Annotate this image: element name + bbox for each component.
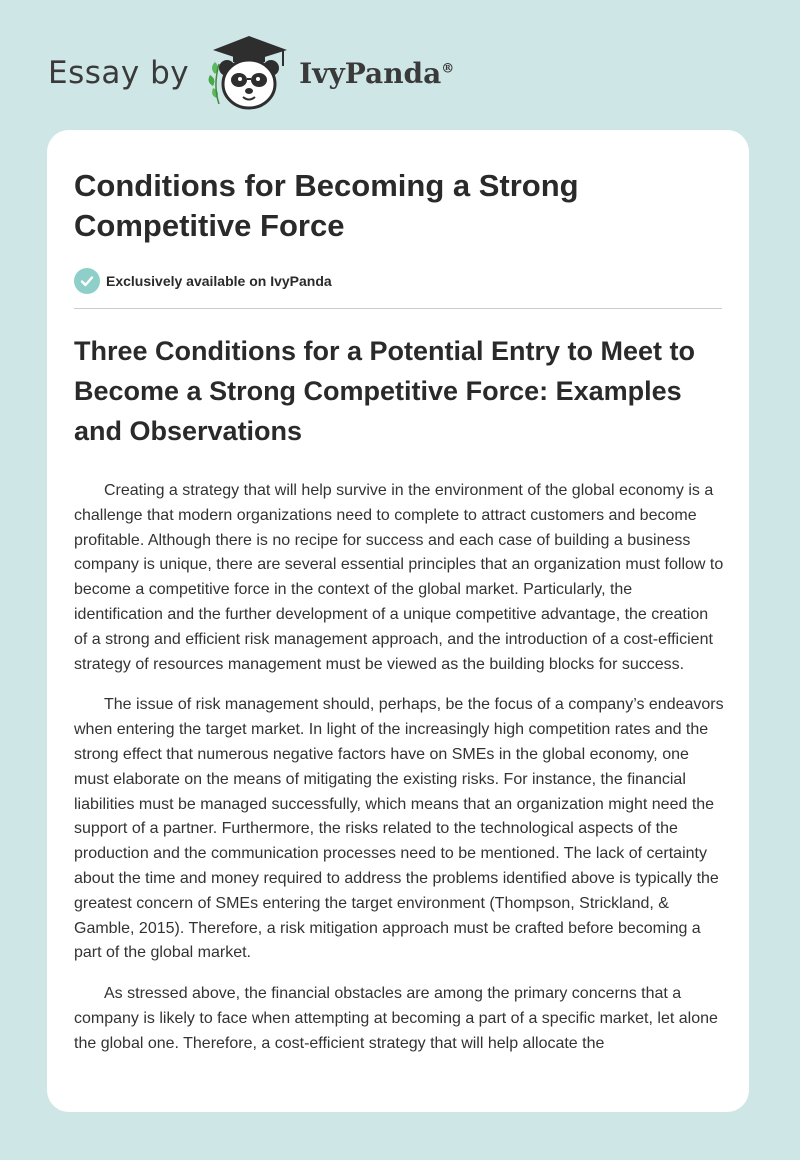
- page-title: Conditions for Becoming a Strong Competitive Force: [74, 168, 579, 243]
- panda-logo-icon[interactable]: [203, 34, 295, 112]
- checkmark-icon: [74, 268, 100, 294]
- exclusive-label: Exclusively available on IvyPanda: [106, 273, 332, 289]
- paragraph: Creating a strategy that will help survive in the environment of the global economy is a challenge that modern organizations need to complete to attract customers and become profitable. Although there is no recipe for success and each case of building a business company is unique, there are several essential principles that an organization must follow to become a competitive force in the context of the global market. Particularly, the identification and the further development of a unique competitive advantage, the creation of a strong and efficient risk management approach, and the introduction of a cost-efficient strategy of resources management must be viewed as the building blocks for success.: [74, 482, 724, 673]
- brand-prefix: Essay by: [48, 55, 190, 91]
- brand-header: [48, 34, 454, 112]
- brand-name: IvyPanda®: [299, 56, 455, 90]
- registered-mark: ®: [441, 61, 455, 77]
- exclusive-badge: [74, 268, 722, 294]
- paragraph: As stressed above, the financial obstacles are among the primary concerns that a company is likely to face when attempting at becoming a part of a specific market, let alone the global one. Therefore, a cost-efficient strategy that will help allocate the: [74, 985, 718, 1052]
- paragraph: The issue of risk management should, perhaps, be the focus of a company’s endeavors when entering the target market. In light of the increasingly high competition rates and the strong effect that numerous negative factors have on SMEs in the global economy, one must elaborate on the means of mitigating the existing risks. For instance, the financial liabilities must be managed successfully, which means that an organization might need the support of a partner. Furthermore, the risks related to the technological aspects of the production and the communication processes need to be mentioned. The lack of certainty about the time and money required to address the problems identified above is typically the greatest concern of SMEs entering the target environment (Thompson, Strickland, & Gamble, 2015). Therefore, a risk mitigation approach must be crafted before becoming a part of the global market.: [74, 696, 724, 962]
- essay-card: [47, 130, 749, 1112]
- divider: [74, 308, 722, 309]
- section-heading: Three Conditions for a Potential Entry to Meet to Become a Strong Competitive Force: Examples and Observations: [74, 336, 696, 446]
